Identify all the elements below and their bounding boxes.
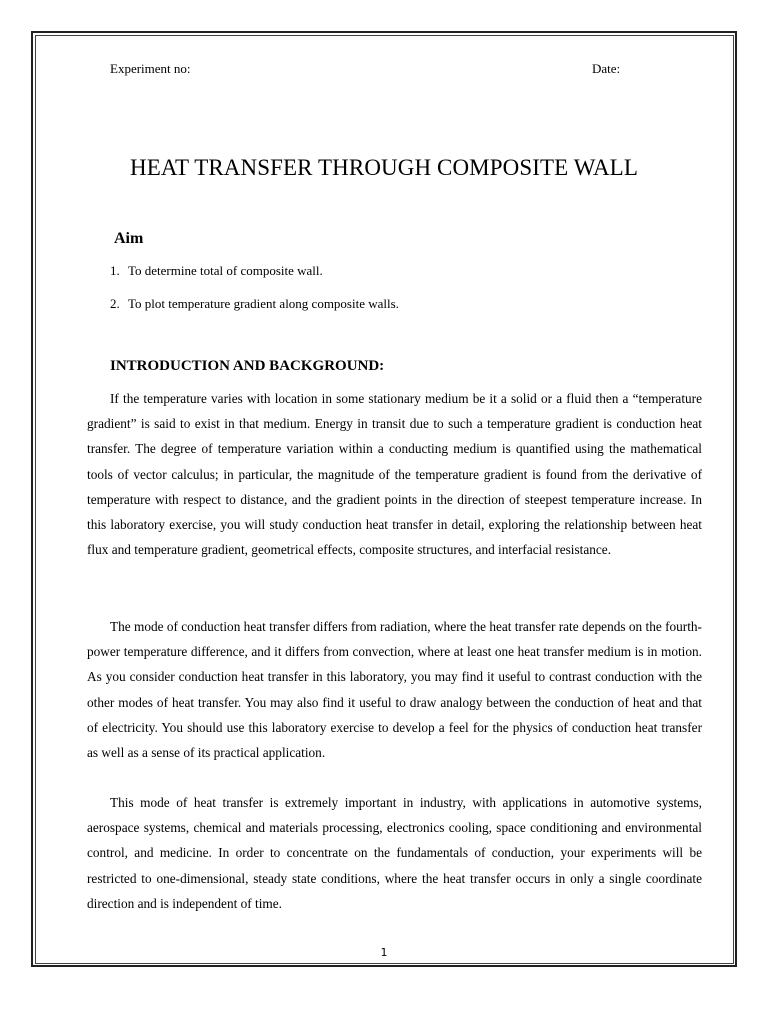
page-number: 1 [380,946,388,959]
aim-item-number: 2. [110,296,120,311]
aim-item [110,296,399,312]
experiment-no-label: Experiment no: [110,61,191,76]
aim-item-text: To determine total of composite wall. [128,263,323,278]
document-header [110,61,640,79]
intro-paragraph-1: If the temperature varies with location in some stationary medium be it a solid or a fluid then a “temperature gradient” is said to exist in that medium. Energy in transit due to such a temperature gradient is conduction heat transfer. The degree of temperature variation within a conducting medium is quantified using the mathematical tools of vector calculus; in particular, the magnitude of the temperature gradient is found from the derivative of temperature with respect to distance, and the gradient points in the direction of steepest temperature increase. In this laboratory exercise, you will study conduction heat transfer in detail, exploring the relationship between heat flux and temperature gradient, geometrical effects, composite structures, and interfacial resistance. [87,391,702,558]
intro-heading: INTRODUCTION AND BACKGROUND: [110,358,385,374]
intro-paragraph-2: The mode of conduction heat transfer differs from radiation, where the heat transfer rate depends on the fourth-power temperature difference, and it differs from convection, where at least one heat transfer medium is in motion. As you consider conduction heat transfer in this laboratory, you may find it useful to contrast conduction with the other modes of heat transfer. You may also find it useful to draw analogy between the conduction of heat and that of electricity. You should use this laboratory exercise to develop a feel for the physics of conduction heat transfer as well as a sense of its practical application. [87,619,702,761]
aim-item-number: 1. [110,263,120,278]
aim-heading: Aim [114,230,144,247]
aim-item-text: To plot temperature gradient along composite walls. [128,296,399,311]
intro-paragraph-3: This mode of heat transfer is extremely important in industry, with applications in automotive systems, aerospace systems, chemical and materials processing, electronics cooling, space conditioning and environmental control, and medicine. In order to concentrate on the fundamentals of conduction, your experiments will be restricted to one-dimensional, steady state conditions, where the heat transfer occurs in only a single coordinate direction and is independent of time. [87,795,702,911]
aim-item [110,263,323,279]
page-title: HEAT TRANSFER THROUGH COMPOSITE WALL [130,155,638,180]
date-label: Date: [592,61,621,76]
